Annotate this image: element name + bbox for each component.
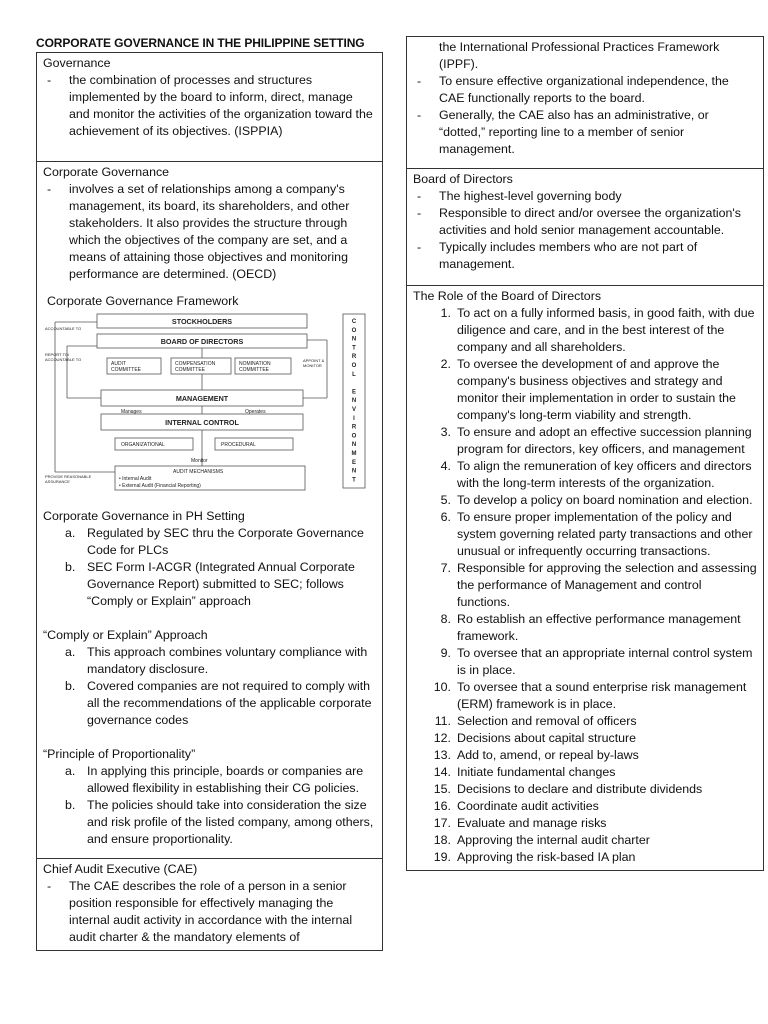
control-environment-letter: M [351, 451, 357, 457]
board-section [406, 169, 764, 286]
list-item: - Responsible to direct and/or oversee the organization's activities and hold senior management accountable. [413, 205, 757, 239]
board-role-section [406, 286, 764, 871]
control-environment-letter: O [351, 433, 357, 440]
framework-title: Corporate Governance Framework [47, 294, 239, 308]
list-item: 11. Selection and removal of officers [434, 714, 637, 728]
control-environment-letter: V [351, 407, 357, 413]
operates-label: Operates [245, 409, 266, 415]
left-column [36, 36, 383, 951]
board-of-directors-label: BOARD OF DIRECTORS [160, 337, 244, 346]
list-item: 17. Evaluate and manage risks [433, 816, 607, 830]
list-item: 1. To act on a fully informed basis, in good faith, with due diligence and care, and in the best interest of the company and all shareholders. [440, 306, 755, 354]
control-environment-letter: R [351, 354, 357, 361]
right-column [406, 36, 764, 871]
control-environment-letter: N [351, 398, 357, 405]
compensation-committee-label-2: COMMITTEE [175, 367, 205, 373]
monitor-label: Monitor [191, 458, 208, 464]
assurance-label-2: ASSURANCE [45, 479, 70, 484]
proportionality-title: “Principle of Proportionality” [43, 747, 196, 761]
control-environment-letter: T [352, 345, 356, 352]
procedural-label: PROCEDURAL [221, 442, 256, 448]
cae-section [36, 859, 383, 951]
cae-title: Chief Audit Executive (CAE) [43, 862, 198, 876]
page-title: CORPORATE GOVERNANCE IN THE PHILIPPINE SETTING [36, 36, 365, 50]
list-item: - Typically includes members who are not part of management. [413, 239, 757, 273]
control-environment-letter: L [352, 371, 356, 378]
corporate-governance-title: Corporate Governance [43, 165, 170, 179]
report-to-label: REPORT TO/ [45, 352, 70, 357]
governance-section [36, 52, 383, 162]
list-item: 16. Coordinate audit activities [433, 799, 599, 813]
control-environment-label [352, 319, 357, 483]
control-environment-letter: C [351, 319, 357, 325]
report-to-label-2: ACCOUNTABLE TO [45, 357, 82, 362]
list-item: 12. Decisions about capital structure [433, 731, 637, 745]
list-item: - The highest-level governing body [413, 188, 757, 205]
list-item: b. SEC Form I-ACGR (Integrated Annual Corporate Governance Report) submitted to SEC; follows “Comply or Explain” approach [65, 560, 355, 608]
list-item: 5. To develop a policy on board nomination and election. [440, 493, 753, 507]
list-item: 4. To align the remuneration of key officers and directors with the long-term interests of the organization. [440, 459, 752, 490]
list-item: 19. Approving the risk-based IA plan [433, 850, 636, 864]
comply-explain-title: “Comply or Explain” Approach [43, 628, 208, 642]
organizational-label: ORGANIZATIONAL [121, 442, 165, 448]
list-item: 8. Ro establish an effective performance management framework. [440, 612, 741, 643]
list-item: - Generally, the CAE also has an administrative, or “dotted,” reporting line to a member of senior management. [413, 107, 757, 158]
list-item: 2. To oversee the development of and approve the company's business objectives and strategy and monitor their implementation in order to sustain the company's long-term viability and strength. [440, 357, 736, 422]
list-item: a. In applying this principle, boards or companies are allowed flexibility in establishing their CG policies. [65, 764, 364, 795]
control-environment-letter: N [351, 442, 357, 449]
list-item: 9. To oversee that an appropriate internal control system is in place. [440, 646, 753, 677]
appoint-monitor-label: APPOINT & [303, 358, 325, 363]
assurance-label: PROVIDE REASONABLE [45, 474, 92, 479]
audit-committee-label-2: COMMITTEE [111, 367, 141, 373]
list-item: 15. Decisions to declare and distribute dividends [433, 782, 703, 796]
governance-framework-diagram [45, 310, 375, 500]
compensation-committee-label: COMPENSATION [175, 361, 216, 367]
list-item: 18. Approving the internal audit charter [433, 833, 650, 847]
cae-continued-section [406, 36, 764, 169]
list-item: b. Covered companies are not required to comply with all the recommendations of the applicable corporate governance codes [65, 679, 372, 727]
management-label: MANAGEMENT [175, 394, 229, 403]
external-audit-label: • External Audit (Financial Reporting) [119, 483, 201, 489]
board-role-title: The Role of the Board of Directors [413, 289, 602, 303]
control-environment-letter: O [351, 363, 357, 369]
nomination-committee-label: NOMINATION [239, 361, 271, 367]
board-title: Board of Directors [413, 172, 513, 186]
list-item: - To ensure effective organizational independence, the CAE functionally reports to the board. [413, 73, 757, 107]
governance-title: Governance [43, 56, 111, 70]
control-environment-letter: N [351, 468, 357, 475]
list-item: a. Regulated by SEC thru the Corporate Governance Code for PLCs [65, 526, 364, 557]
list-item: 14. Initiate fundamental changes [433, 765, 616, 779]
list-item: 6. To ensure proper implementation of the policy and system governing related party transactions and other unusual or infrequently occurring transactions. [440, 510, 753, 558]
accountable-to-label: ACCOUNTABLE TO [45, 326, 82, 331]
internal-control-label: INTERNAL CONTROL [165, 418, 239, 427]
audit-mechanisms-label: AUDIT MECHANISMS [173, 469, 224, 475]
control-environment-letter: T [352, 477, 356, 484]
list-item: a. This approach combines voluntary compliance with mandatory disclosure. [65, 645, 368, 676]
control-environment-letter: N [351, 336, 357, 343]
list-item: b. The policies should take into consideration the size and risk profile of the listed company, among others, and ensure proportionality. [65, 798, 374, 846]
appoint-monitor-label-2: MONITOR [303, 363, 322, 368]
board-role-list [413, 305, 757, 866]
list-item: 7. Responsible for approving the selection and assessing the performance of Management and control functions. [440, 561, 757, 609]
control-environment-letter: R [351, 424, 357, 431]
list-item: 3. To ensure and adopt an effective succession planning program for directors, key officers, and management [440, 425, 752, 456]
control-environment-letter: E [351, 459, 357, 466]
control-environment-letter: I [353, 415, 355, 422]
control-environment-letter: E [351, 389, 357, 396]
list-item: 13. Add to, amend, or repeal by-laws [433, 748, 639, 762]
nomination-committee-label-2: COMMITTEE [239, 367, 269, 373]
corporate-governance-section [36, 162, 383, 859]
audit-committee-label: AUDIT [111, 361, 126, 367]
internal-audit-label: • Internal Audit [119, 476, 152, 482]
cae-continued-lead: the International Professional Practices Framework (IPPF). [439, 40, 720, 71]
governance-definition: - the combination of processes and structures implemented by the board to inform, direct, manage and monitor the activities of the organization toward the achievement of its objectives. (ISPPIA) [43, 72, 376, 140]
manages-label: Manages [121, 409, 142, 415]
stockholders-label: STOCKHOLDERS [171, 317, 233, 326]
corporate-governance-definition: - involves a set of relationships among a company's management, its board, its shareholders, and other stakeholders. It also provides the structure through which the objectives of the company are set, and a means of attaining those objectives and monitoring performance are determined. (OECD) [43, 181, 376, 283]
cae-definition: - The CAE describes the role of a person in a senior position responsible for effectively managing the internal audit activity in accordance with the internal audit charter & the mandatory elements of [43, 878, 376, 946]
list-item: 10. To oversee that a sound enterprise risk management (ERM) framework is in place. [433, 680, 747, 711]
control-environment-letter: O [351, 327, 357, 334]
ph-setting-title: Corporate Governance in PH Setting [43, 509, 245, 523]
